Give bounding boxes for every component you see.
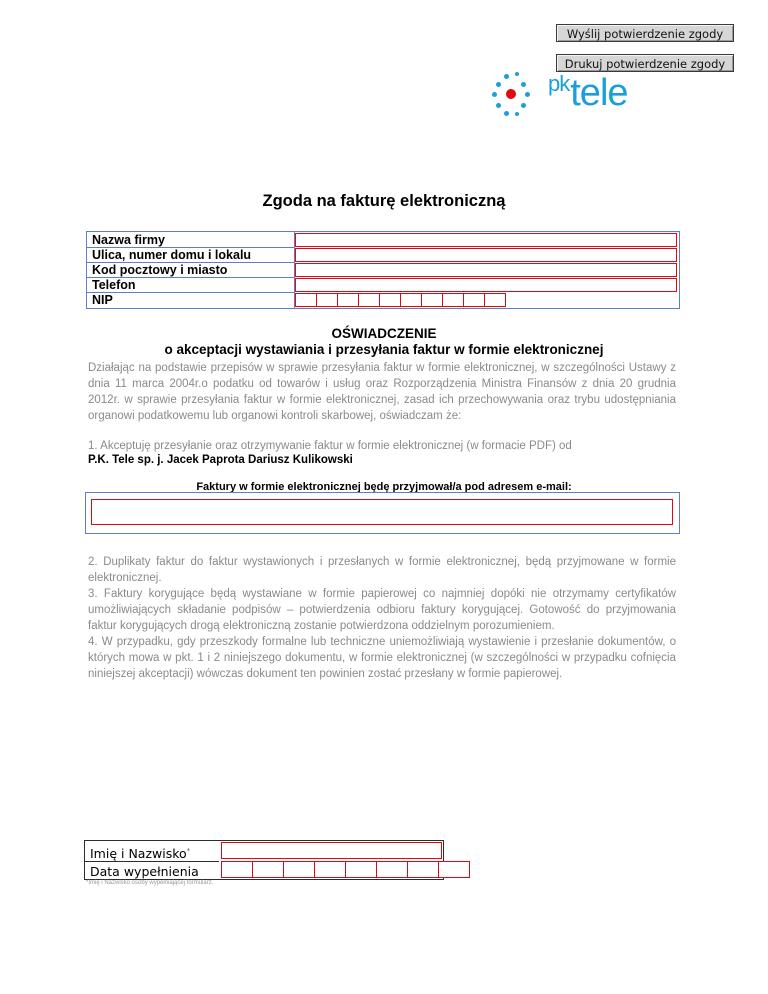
logo-dot bbox=[515, 112, 519, 116]
street-label: Ulica, numer domu i lokalu bbox=[92, 248, 252, 262]
email-container bbox=[85, 492, 680, 534]
postal-city-input[interactable] bbox=[295, 263, 677, 277]
nip-digit-cell[interactable] bbox=[400, 293, 422, 307]
declaration-intro: Działając na podstawie przepisów w sprawie przesyłania faktur w formie elektronicznej, w szczególności Ustawy z dnia 11 marca 2004r.o podatku od towarów i usług oraz Rozporządzenia Ministra Finansów z dnia 20 grudnia 2012r. w sprawie przesyłania faktur w formie elektronicznej, zasad ich przechowywania oraz trybu udostępniania organowi podatkowemu lub organowi kontroli skarbowej, oświadczam że: bbox=[88, 362, 676, 422]
row-divider bbox=[85, 861, 219, 862]
date-digit-cell[interactable] bbox=[345, 861, 377, 878]
logo-dot bbox=[525, 92, 530, 97]
phone-input[interactable] bbox=[295, 278, 677, 292]
pktele-logo bbox=[486, 70, 656, 124]
name-input[interactable] bbox=[221, 842, 442, 859]
date-digit-cell[interactable] bbox=[407, 861, 439, 878]
company-name-input[interactable] bbox=[295, 233, 677, 247]
date-digit-cell[interactable] bbox=[438, 861, 470, 878]
nip-digit-cell[interactable] bbox=[484, 293, 506, 307]
nip-digit-cell[interactable] bbox=[358, 293, 380, 307]
date-digit-cell[interactable] bbox=[376, 861, 408, 878]
footnote: *Imię i Nazwisko osoby wypełniającej formularz. bbox=[86, 880, 214, 886]
print-consent-button[interactable]: Drukuj potwierdzenie zgody bbox=[556, 54, 734, 72]
date-digit-cell[interactable] bbox=[314, 861, 346, 878]
nip-digit-cell[interactable] bbox=[421, 293, 443, 307]
row-divider bbox=[87, 262, 294, 263]
logo-center-dot bbox=[506, 89, 516, 99]
date-digit-cell[interactable] bbox=[283, 861, 315, 878]
point-1: 1. Akceptuję przesyłanie oraz otrzymywanie faktur w formie elektronicznej (w formacie PDF) od bbox=[88, 440, 572, 452]
street-input[interactable] bbox=[295, 248, 677, 262]
nip-digit-cell[interactable] bbox=[337, 293, 359, 307]
point-4: 4. W przypadku, gdy przeszkody formalne lub techniczne uniemożliwiają wystawienie i przesłanie dokumentów, o których mowa w pkt. 1 i 2 niniejszego dokumentu, w formie elektronicznej (w szczególności w przypadku cofnięcia niniejszej akceptacji) wówczas dokument ten powinien zostać przesłany w formie papierowej. bbox=[88, 636, 676, 680]
logo-dot bbox=[504, 74, 509, 79]
phone-label: Telefon bbox=[92, 278, 136, 292]
row-divider bbox=[87, 247, 294, 248]
logo-dot bbox=[521, 103, 526, 108]
point-2: 2. Duplikaty faktur do faktur wystawionych i przesłanych w formie elektronicznej, będą przyjmowane w formie elektronicznej. bbox=[88, 556, 676, 584]
declaration-subtitle: o akceptacji wystawiania i przesyłania faktur w formie elektronicznej bbox=[164, 342, 604, 357]
nip-digit-cell[interactable] bbox=[463, 293, 485, 307]
nip-digit-cell[interactable] bbox=[379, 293, 401, 307]
email-input[interactable] bbox=[91, 499, 673, 525]
signature-table bbox=[84, 840, 444, 880]
send-consent-button[interactable]: Wyślij potwierdzenie zgody bbox=[556, 24, 734, 42]
name-label: Imię i Nazwisko* bbox=[90, 846, 191, 862]
logo-dot bbox=[521, 82, 526, 87]
logo-dot bbox=[515, 72, 519, 76]
company-name-label: Nazwa firmy bbox=[92, 233, 165, 247]
company-full-name: P.K. Tele sp. j. Jacek Paprota Dariusz Kulikowski bbox=[88, 454, 353, 466]
date-digit-cell[interactable] bbox=[221, 861, 253, 878]
nip-digit-cell[interactable] bbox=[295, 293, 317, 307]
row-divider bbox=[87, 292, 294, 293]
page-title: Zgoda na fakturę elektroniczną bbox=[262, 192, 506, 210]
logo-wordmark: $^{pk}$tele bbox=[548, 71, 628, 114]
point-3: 3. Faktury korygujące będą wystawiane w formie papierowej co najmniej dopóki nie otrzymamy certyfikatów umożliwiających składanie podpisów – potwierdzenia odbioru faktury korygującej. Gotowość do przyjmowania faktur korygujących drogą elektroniczną zostanie potwierdzona oddzielnym porozumieniem. bbox=[88, 588, 676, 632]
logo-dot bbox=[496, 103, 501, 108]
logo-dot bbox=[492, 92, 497, 97]
postal-city-label: Kod pocztowy i miasto bbox=[92, 263, 228, 277]
row-divider bbox=[87, 277, 294, 278]
nip-digit-cell[interactable] bbox=[442, 293, 464, 307]
logo-dot bbox=[496, 82, 501, 87]
nip-label: NIP bbox=[92, 293, 113, 307]
email-label: Faktury w formie elektronicznej będę przyjmował/a pod adresem e-mail: bbox=[196, 481, 572, 493]
date-label: Data wypełnienia bbox=[90, 864, 199, 879]
nip-digit-cell[interactable] bbox=[316, 293, 338, 307]
company-data-table bbox=[86, 231, 680, 309]
logo-dot bbox=[504, 111, 509, 116]
date-digit-cell[interactable] bbox=[252, 861, 284, 878]
declaration-title: OŚWIADCZENIE bbox=[331, 326, 437, 341]
